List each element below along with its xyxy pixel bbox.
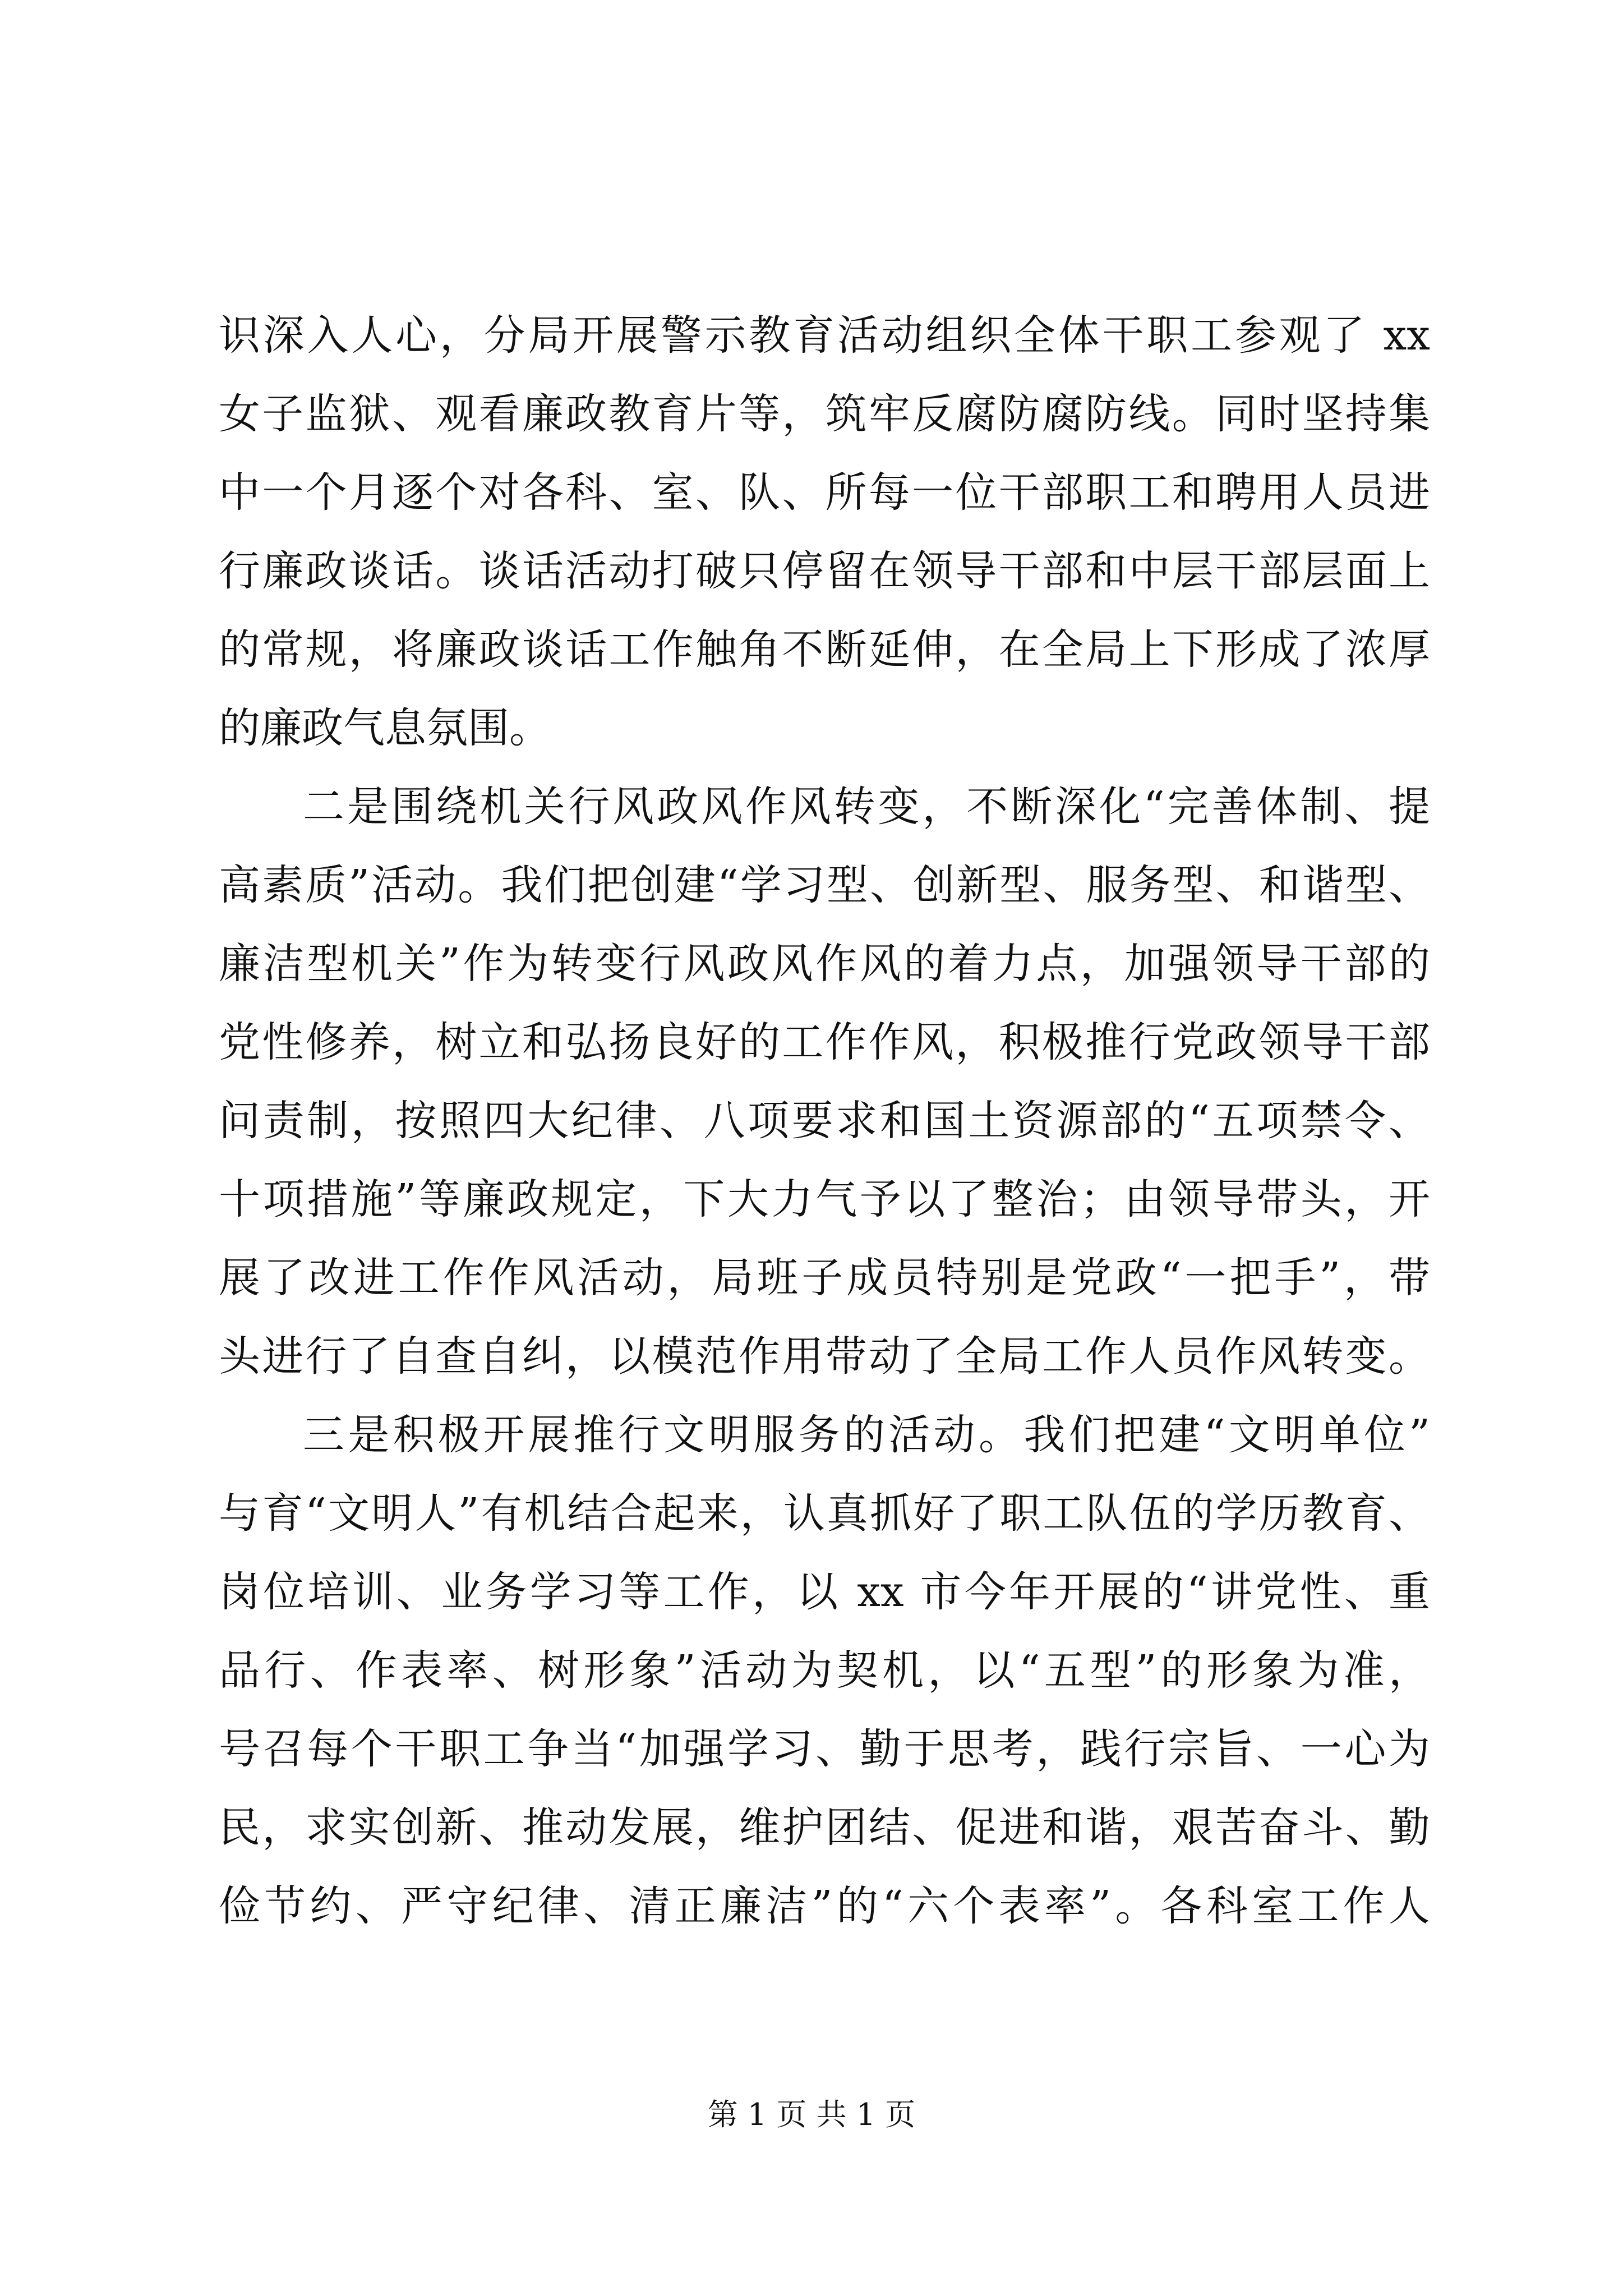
paragraph-line: 高素质”活动。我们把创建“学习型、创新型、服务型、和谐型、 bbox=[219, 861, 1430, 909]
paragraph-line: 号召每个干职工争当“加强学习、勤于思考，践行宗旨、一心为 bbox=[219, 1725, 1430, 1773]
paragraph-line: 行廉政谈话。谈话活动打破只停留在领导干部和中层干部层面上 bbox=[219, 547, 1430, 595]
paragraph-line: 与育“文明人”有机结合起来，认真抓好了职工队伍的学历教育、 bbox=[219, 1489, 1430, 1538]
paragraph-line: 问责制，按照四大纪律、八项要求和国土资源部的“五项禁令、 bbox=[219, 1097, 1430, 1145]
paragraph-line: 展了改进工作作风活动，局班子成员特别是党政“一把手”，带 bbox=[219, 1254, 1430, 1302]
paragraph-line: 廉洁型机关”作为转变行风政风作风的着力点，加强领导干部的 bbox=[219, 940, 1430, 988]
paragraph-line: 的常规，将廉政谈话工作触角不断延伸，在全局上下形成了浓厚 bbox=[219, 625, 1430, 674]
page-number-footer: 第 1 页 共 1 页 bbox=[707, 2097, 916, 2132]
paragraph-line: 女子监狱、观看廉政教育片等，筑牢反腐防腐防线。同时坚持集 bbox=[219, 390, 1430, 438]
paragraph-line: 头进行了自查自纠，以模范作用带动了全局工作人员作风转变。 bbox=[219, 1332, 1430, 1381]
paragraph-line: 岗位培训、业务学习等工作，以 xx 市今年开展的“讲党性、重 bbox=[219, 1568, 1430, 1616]
paragraph-line: 识深入人心，分局开展警示教育活动组织全体干职工参观了 xx bbox=[219, 311, 1430, 360]
paragraph-line: 十项措施”等廉政规定，下大力气予以了整治；由领导带头，开 bbox=[219, 1175, 1430, 1223]
paragraph-first-line: 二是围绕机关行风政风作风转变，不断深化“完善体制、提 bbox=[303, 783, 1430, 831]
paragraph-line: 民，求实创新、推动发展，维护团结、促进和谐，艰苦奋斗、勤 bbox=[219, 1803, 1430, 1852]
paragraph-line: 中一个月逐个对各科、室、队、所每一位干部职工和聘用人员进 bbox=[219, 468, 1430, 517]
paragraph-line: 品行、作表率、树形象”活动为契机，以“五型”的形象为准， bbox=[219, 1646, 1430, 1695]
paragraph-line: 的廉政气息氛围。 bbox=[219, 704, 551, 752]
paragraph-line: 俭节约、严守纪律、清正廉洁”的“六个表率”。各科室工作人 bbox=[219, 1882, 1430, 1930]
paragraph-first-line: 三是积极开展推行文明服务的活动。我们把建“文明单位” bbox=[303, 1411, 1430, 1459]
paragraph-line: 党性修养，树立和弘扬良好的工作作风，积极推行党政领导干部 bbox=[219, 1018, 1430, 1066]
